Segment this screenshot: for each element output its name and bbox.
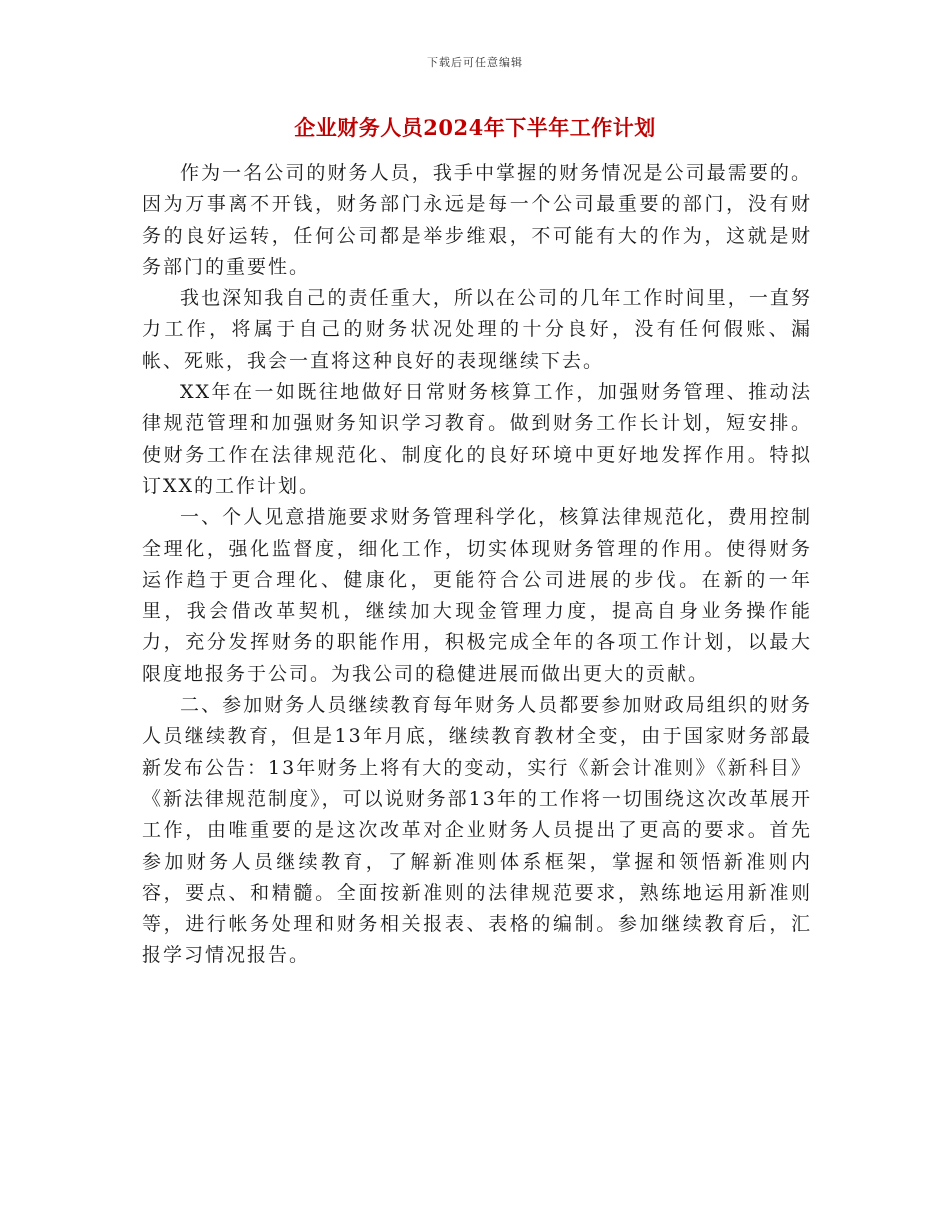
paragraph-2: 我也深知我自己的责任重大，所以在公司的几年工作时间里，一直努力工作，将属于自己的财务状况处理的十分良好，没有任何假账、漏帐、死账，我会一直将这种良好的表现继续下去。: [142, 287, 812, 372]
paragraph-4: 一、个人见意措施要求财务管理科学化，核算法律规范化，费用控制全理化，强化监督度，细化工作，切实体现财务管理的作用。使得财务运作趋于更合理化、健康化，更能符合公司进展的步伐。在新的一年里，我会借改革契机，继续加大现金管理力度，提高自身业务操作能力，充分发挥财务的职能作用，积极完成全年的各项工作计划，以最大限度地报务于公司。为我公司的稳健进展而做出更大的贡献。: [142, 506, 812, 685]
document-title: 企业财务人员2024年下半年工作计划: [294, 115, 656, 140]
paragraph-5: 二、参加财务人员继续教育每年财务人员都要参加财政局组织的财务人员继续教育，但是13年月底，继续教育教材全变，由于国家财务部最新发布公告：13年财务上将有大的变动，实行《新会计准则》《新科目》《新法律规范制度》，可以说财务部13年的工作将一切围绕这次改革展开工作，由唯重要的是这次改革对企业财务人员提出了更高的要求。首先参加财务人员继续教育，了解新准则体系框架，掌握和领悟新准则内容，要点、和精髓。全面按新准则的法律规范要求，熟练地运用新准则等，进行帐务处理和财务相关报表、表格的编制。参加继续教育后，汇报学习情况报告。: [142, 694, 812, 967]
paragraph-3: XX年在一如既往地做好日常财务核算工作，加强财务管理、推动法律规范管理和加强财务知识学习教育。做到财务工作长计划，短安排。使财务工作在法律规范化、制度化的良好环境中更好地发挥作用。特拟订XX的工作计划。: [142, 381, 812, 497]
header-note: 下载后可任意编辑: [427, 56, 523, 69]
paragraph-1: 作为一名公司的财务人员，我手中掌握的财务情况是公司最需要的。因为万事离不开钱，财务部门永远是每一个公司最重要的部门，没有财务的良好运转，任何公司都是举步维艰，不可能有大的作为，这就是财务部门的重要性。: [142, 162, 812, 278]
document-body: [142, 158, 812, 972]
